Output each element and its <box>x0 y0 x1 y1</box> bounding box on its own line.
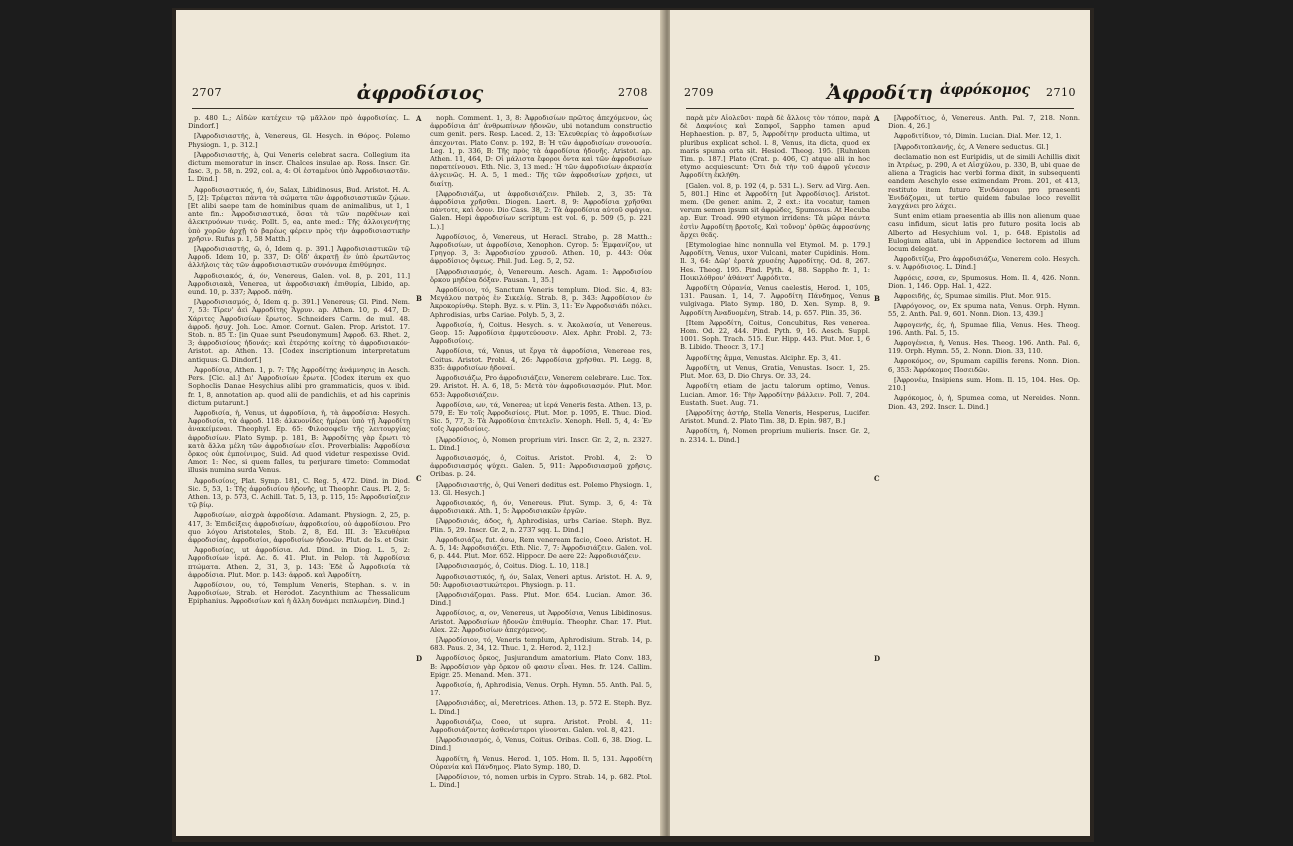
page-number-right: 2710 <box>1046 86 1076 99</box>
entry: Ἀφροδισιάζω, Coeo, ut supra. Aristot. Probl. 4, 11: Ἀφροδισιάζοντες ἀσθενέστεροι γίνονται. Galen. vol. 8, 421. <box>430 717 652 735</box>
entry: Ἀφρογενής, ές, ἡ, Spumae filia, Venus. Hes. Theog. 196. Anth. Pal. 5, 15. <box>888 320 1080 337</box>
entry: Ἀφροδίσιος ὄρκος, Jusjurandum amatorium. Plato Conv. 183, B: Ἀφροδίσιον γὰρ ὅρκον οὔ φασιν εἶναι. Hes. fr. 124. Callim. Epigr. 25. Menand. Men. 371. <box>430 654 652 679</box>
left-column-letters <box>416 114 426 816</box>
entry: [Ἀφροδίσιον, τό, nomen urbis in Cypro. Strab. 14, p. 682. Ptol. L. Dind.] <box>430 773 652 790</box>
entry: Ἀφροδισία, ἡ, Coitus. Hesych. s. v. Ἀκολασία, ut Venereus. Geop. 15: Ἀφροδίσια ἐμφυτεύουσιν. Alex. Aphr. Probl. 2, 73: Ἀφροδισίοις. <box>430 320 652 346</box>
entry: Ἀφροδισίοις, Plat. Symp. 181, C. Reg. 5, 472. Dind. in Diod. Sic. 5, 53, 1: Τῆς ἀφροδισίου ἡδονῆς, ut Theophr. Caus. Pl. 2, 5: Athen. 13, p. 573, C. Achill. Tat. 5, 13, p. 115, 15: Ἀφροδισίαζειν τῷ βίῳ. <box>188 476 410 510</box>
page-number-left: 2709 <box>684 86 714 99</box>
entry: [Ἀφροδίτης ἀστήρ, Stella Veneris, Hesperus, Lucifer. Aristot. Mund. 2. Plato Tim. 38, D. Epin. 987, B.] <box>680 408 870 426</box>
entry: [Item Ἀφροδίτη, Coitus, Concubitus, Res venerea. Hom. Od. 22, 444. Pind. Pyth. 9, 16. Aesch. Suppl. 1001. Soph. Trach. 515. Eur. Hipp. 443. Plut. Mor. 1, 6 B. Libido. Theocr. 3, 17.] <box>680 318 870 352</box>
entry: p. 480 L.; Αἰδὼν κατέχειν τῷ μᾶλλον πρὸ ἀφροδισίας. L. Dindorf.] <box>188 114 410 131</box>
entry: παρὰ μὲν Αἰολεῦσι· παρὰ δὲ ἄλλοις τὸν τόπον, παρὰ δὲ Δαφνίοις καὶ Σαπφοῖ, Sappho tamen apud Hephaestion. p. 87, 5, Ἀφροδίτην producta ultima, ut pluribus explicat schol. l. 8, Venus, ita dicta, quod ex maris spuma orta sit. Hesiod. Theog. 195. [Ruhnken Tim. p. 187.] Plato (Crat. p. 406, C) atque alii in hoc etymo acquiescunt: Ὅτι διὰ τὴν τοῦ ἀφροῦ γένεσιν Ἀφροδίτη ἐκλήθη. <box>680 114 870 180</box>
entry: [Ἀφρόγονος, ον, Ex spuma nata, Venus. Orph. Hymn. 55, 2. Anth. Pal. 9, 601. Nonn. Dion. 13, 439.] <box>888 302 1080 319</box>
left-running-head <box>176 82 664 108</box>
entry: [Ἀφροδισιάζω, ut ἀφροδισιάζειν. Phileb. 2, 3, 35: Τὰ ἀφροδίσια χρῆσθαι. Diogen. Laert. 8, 9: Ἀφροδίσια χρῆσθαι πάντοτε, καὶ ὅσον. Dio Cass. 38, 2: Τὰ ἀφροδίσια αὐτοῦ σφάγια. Galen. Hepi ἀφροδισίων scriptum est vol. 6, p. 509 (5, p. 221 L.).] <box>430 189 652 231</box>
entry: [Ἀφροδισιασμός, ὁ, Venereum. Aesch. Agam. 1: Ἀφροδισίου ὄρκου μηδένα δόξαν. Pausan. 1, 35.] <box>430 267 652 284</box>
entry: Ἀφροδίτη, ἡ, Venus. Herod. 1, 105. Hom. Il. 5, 131. Ἀφροδίτη Οὐρανία καὶ Πάνδημος. Plato Symp. 180, D. <box>430 754 652 771</box>
entry: Ἀφροδισιακός, ή, όν, Venereus. Plut. Symp. 3, 6, 4: Τὰ ἀφροδισιακά. Ath. 1, 5: Ἀφροδισιακῶν ἐργῶν. <box>430 498 652 516</box>
entry: Ἀφροδίσια, τά, Venus, ut ἔργα τὰ ἀφροδίσια, Venereae res, Coitus. Aristot. Probl. 4, 26: Ἀφροδίσια χρῆσθαι. Pl. Legg. 8, 835: ἀφροδισίων ἡδοναί. <box>430 347 652 372</box>
head-rule <box>192 108 648 109</box>
entry: Ἀφροδισίων, αἰσχρὰ ἀφροδίσια. Adamant. Physiogn. 2, 25, p. 417, 3: Ἐπιδείξεις ἀφροδισίων, ἀφροδισίου, οὐ ἀφροδίσιου. Pro quo λόγου Aristoteles, Stob. 2, 8, Ed. III. 3: Ἐλευθέρια ἀφροδισίας, ἀφροδισίοι, ἀφροδισίων ἡδονῶν. Plut. de Is. et Osir. <box>188 511 410 544</box>
entry: Ἀφροδίσιον, ου, τό, Templum Veneris, Stephan. s. v. in Ἀφροδισίων, Strab. et Herodot. Zacynthium ac Thessalicum Epiphanius. Ἀφροδισίων καὶ ἡ ἄλλη δυνάμει πεπλωμένη. Dind.] <box>188 580 410 606</box>
entry: Ἀφροδίσια, ων, τά, Venerea; ut ἱερά Veneris festa. Athen. 13, p. 579, E: Ἐν τοῖς Ἀφροδισίοις. Plut. Mor. p. 1095, E. Thuc. Diod. Sic. 5, 77, 3: Τὰ Ἀφροδίσια ἐπιτελεῖν. Xenoph. Hell. 5, 4, 4: Ἐν τοῖς Ἀφροδισίοις. <box>430 400 652 434</box>
entry: Ἀφροδίσιος, ὁ, Venereus, ut Heracl. Strabo, p. 28 Matth.: Ἀφροδισίων, ut ἀφροδίσια, Xenophon. Cyrop. 5: Ἐμφανίζον, ut Γρηγορ. 3, 3: Ἀφροδισίου χρυσοῦ. Athen. 10, p. 443: Οὐκ ἀφροδίσιος ὄψεως. Phil. Jud. Leg. 5, 2, 52. <box>430 232 652 266</box>
entry: Ἀφρόκομος, ὁ, ἡ, Spumea coma, ut Nereides. Nonn. Dion. 43, 292. Inscr. L. Dind.] <box>888 394 1080 411</box>
page-number-left: 2707 <box>192 86 222 99</box>
left-column-2 <box>430 114 652 826</box>
entry: [Ἀφροδισιασμός, ὁ, Idem q. p. 391.] Venereus; Gl. Pind. Nem. 7, 53: Τίρεν' ἀεὶ Ἀφροδίτης Ἄγρυν. ap. Athen. 10, p. 447, D: Χάριτες Ἀφροδισίων ἔρωτος. Schneiders Carm. de mul. 48. ἀφροδ. ἡσυχ. Joh. Loc. Amor. Cornut. Galen. Prop. Aristot. 17. Stob. n. 85 T.: [in Quae sunt Pseudonymum] Ἀφροδ. 63. Rhet. 2, 3; ἀφροδισίους ἡδονάς: καὶ ἐτερότης κοίτης τὸ ἀφροδισιακόν· Aristot. ap. Athen. 13. [Codex inscriptionum interpretatum antiquus: G. Dindorf.] <box>188 298 410 364</box>
section-letter: A <box>416 114 422 123</box>
entry: declamatio non est Euripidis, ut de simili Achillis dixit in Ἀτρέως, p. 290, A et Αἰσχύλου, p. 330, B, ubi quae de aliena a Tragicis hac verbi forma dixit, in subsequenti eandem Aeschylo esse eximendam Prom. 201, et 413, restituto item futuro Ἐνιδάσομαι pro praesenti Ἐνιδάζομαι, ut tertio quidem fabulae loco revellit λαγχάνει pro λάχει. <box>888 152 1080 211</box>
entry: Sunt enim etiam praesentia ab illis non alienum quae casu infidum, sicut latis pro futuro posita locis ab Alberto ad Hesychium vol. 1, p. 648. Epistolis ad Eulogium allata, ubi in Appendice lectorem ad illum locum delegat. <box>888 212 1080 254</box>
entry: [Ἀφροδισιαστής, ῶ, ὁ, Idem q. p. 391.] Ἀφροδισιαστικῶν τῷ Ἀφροδ. Idem 10, p. 337, D: Οἵδ' ἀκρατῇ ἐν ὑπὸ ἐρωτῶντος ἀλλήλοις τὰς τῶν ἀφροδισιαστικῶν συνόνυμα ἐπιθύμησε. <box>188 245 410 270</box>
entry: [Ἀφρονέω, Insipiens sum. Hom. Il. 15, 104. Hes. Op. 210.] <box>888 375 1080 393</box>
section-letter: D <box>416 654 423 663</box>
entry: Ἀφροδιτίδιον, τό, Dimin. Lucian. Dial. Mer. 12, 1. <box>894 132 1062 141</box>
entry: [Ἀφροδισιάδες, αἱ, Meretrices. Athen. 13, p. 572 E. Steph. Byz. L. Dind.] <box>430 699 652 716</box>
entry: [Ἀφροδίτιος, ὁ, Venereus. Anth. Pal. 7, 218. Nonn. Dion. 4, 26.] <box>888 114 1080 131</box>
entry: [Ἀφροδισιάς, άδος, ἡ, Aphrodisias, urbs Cariae. Steph. Byz. Plin. 5, 29. Inscr. Gr. 2, n. 2737 sqq. L. Dind.] <box>430 517 652 534</box>
entry: Ἀφροδίτη etiam de jactu talorum optimo, Venus. Lucian. Amor. 16: Τὴν Ἀφροδίτην βάλλειν. Poll. 7, 204. Eustath. Suet. Aug. 71. <box>680 382 870 407</box>
entry: Ἀφροειδής, ές, Spumae similis. Plut. Mor. 915. <box>894 292 1052 301</box>
entry: Ἀφροδισία, ἡ, Venus, ut ἀφροδίσια, ἡ, τὰ ἀφροδίσια: Hesych. Ἀφροδισία, τὰ ἀφροδ. 118: ἀλκυονίδες ἡμέραι ὑπὸ τῇ Ἀφροδίτῃ ἀνακείμεναι. Theophyl. Ep. 65: Φιλοσοφεῖν τῆς λειτουργίας ἀφροδισίων. Plato Symp. p. 181, B: Ἀφροδίτης γὰρ ἔρωτι τὸ κατὰ ἄλλα μέλη τῶν ἀφροδισίων εἴσι. Proverbialis: Ἀφροδίσια ὅρκος οὐκ ἐμποίνιμος, Suid. Ad quod videtur respexisse Ovid. Amor. 1: Nec, si quem falles, tu perjurare timeto: Commodat illusis numina surda Venus. <box>188 408 410 475</box>
entry: [Ἀφροδιτοπλανής, ές, A Venere seductus. Gl.] <box>894 142 1049 151</box>
entry: [Ἀφροδισιασμός, ὁ, Venus, Coitus. Oribas. Coll. 6, 38. Diog. L. Dind.] <box>430 736 652 753</box>
right-column-letters <box>874 114 884 816</box>
right-headword-end: ἀφρόκομος <box>939 82 1030 98</box>
entry: Ἀφροδίτης ἄμμα, Venustas. Alciphr. Ep. 3, 41. <box>686 353 841 362</box>
entry: [Ἀφροδίσιον, τό, Veneris templum, Aphrodisium. Strab. 14, p. 683. Paus. 2, 34, 12. Thuc. 1, 2. Herod. 2, 112.] <box>430 635 652 653</box>
entry: Ἀφροδίτη, ut Venus, Gratia, Venustas. Isocr. 1, 25. Plut. Mor. 63, D. Dio Chrys. Or. 33, 24. <box>680 363 870 381</box>
section-letter: A <box>874 114 880 123</box>
entry: Ἀφροδισιασμός, ὁ, Coitus. Aristot. Probl. 4, 2: Ὁ ἀφροδισιασμός ψύχει. Galen. 5, 911: Ἀφροδισιασμοῦ χρῆσις. Oribas. p. 24. <box>430 453 652 479</box>
entry: Ἀφρογένεια, ἡ, Venus. Hes. Theog. 196. Anth. Pal. 6, 119. Orph. Hymn. 55, 2. Nonn. Dion. 33, 110. <box>888 339 1080 356</box>
entry: Ἀφρόεις, εσσα, εν, Spumosus. Hom. Il. 4, 426. Nonn. Dion. 1, 146. Opp. Hal. 1, 422. <box>888 273 1080 290</box>
entry: [Ἀφροδισιάζομαι. Pass. Plut. Mor. 654. Lucian. Amor. 36. Dind.] <box>430 590 652 608</box>
right-column-1 <box>680 114 870 826</box>
entry: Ἀφροδίτη Οὐρανία, Venus caelestis, Herod. 1, 105, 131. Pausan. 1, 14, 7. Ἀφροδίτη Πάνδημος, Venus vulgivaga. Plato Symp. 180, D. Xen. Symp. 8, 9. Ἀφροδίτη Ἀναδυομένη, Strab. 14, p. 657. Plin. 35, 36. <box>680 284 870 317</box>
entry: Ἀφροδίσιον, τό, Sanctum Veneris templum. Diod. Sic. 4, 83: Μεγάλου πατρὸς ἐν Σικελίᾳ. Strab. 8, p. 343: Ἀφροδίσιον ἐν Ἀκροκορίνθῳ. Steph. Byz. s. v. Plin. 3, 11: Ἐν Ἀφροδισιάδι πόλει. Aphrodisias, urbs Cariae. Polyb. 5, 3, 2. <box>430 286 652 319</box>
entry: Ἀφροδισίας, ut ἀφροδίσια. Ad. Dind. in Diog. L. 5, 2: Ἀφροδισίων ἰερά. Ac. δ. 41. Plut. in Pelop. τὰ Ἀφροδίσια πτώματα. Athen. 2, 31, 3, p. 143: Ἐδὲ ὧ Ἀφροδισία τὰ ἀφροδίσια. Plut. Mor. p. 143: ἀφροδ. καὶ Ἀφροδίτη. <box>188 546 410 579</box>
right-page <box>670 10 1090 836</box>
entry: Ἀφροδισιάζω, Pro ἀφροδισιάζειν, Venerem celebrare. Luc. Tox. 29. Aristot. H. A. 6, 18, 5: Μετὰ τὸν ἀφροδισιασμόν. Plut. Mor. 653: Ἀφροδισιάζειν. <box>430 374 652 399</box>
entry: Ἀφροδισιαστικός, ή, όν, Salax, Libidinosus, Bud. Aristot. H. A. 5, [2]: Τρέφεται πάντα τὰ σώματα τῶν ἀφροδισιαστικῶν ζῴων. [Et alibi saepe tam de hominibus quam de animalibus, ut 1, 1 ante fin.: Ἀφροδισιαστικά, ὅσαι τὰ τῶν παρθένων καὶ ἀλεκτρυόνων τινάς. Pollt. 5, ea, ante med.: Τῆς ἀλλοιγενήτης ὑπὸ χορῶν ἀρχῇ τὸ βαρέως φέρειν πρὸς τὴν ἀφροδισιαστικὴν χρῆσιν. Rufus p. 1, 58 Matth.] <box>188 185 410 243</box>
entry: [Ἀφροδισιαστής, à, Qui Veneris celebrat sacra. Collegium ita dictum memoratur in inscr. Chalces insulae ap. Ross. Inscr. Gr. fasc. 3, p. 58, n. 292, col. a, 4: Οἱ ἐσταμένοι ὑπὸ Ἀφροδισιαστᾶν. L. Dind.] <box>188 150 410 184</box>
page-number-right: 2708 <box>618 86 648 99</box>
entry: [Ἀφροδισιαστής, à, Venereus, Gl. Hesych. in Θόρος. Polemo Physiogn. 1, p. 312.] <box>188 132 410 149</box>
entry: [Etymologiae hinc nonnulla vel Etymol. M. p. 179.] Ἀφροδίτη, Venus, uxor Vulcani, mater Cupidinis. Hom. Il. 3, 64: Δῶρ' ἐρατὰ χρυσέης Ἀφροδίτης. Od. 8, 267. Hes. Theog. 195. Pind. Pyth. 4, 88. Sappho fr. 1, 1: Ποικιλόθρον' ἀθάνατ' Ἀφρόδιτα. <box>680 241 870 282</box>
entry: Ἀφροδίσιος, α, ον, Venereus, ut Ἀφροδίσια, Venus Libidinosus. Aristot. Ἀφροδισίων ἡδονῶν ἐπιθυμία. Theophr. Char. 17. Plut. Alex. 22: Ἀφροδισίων ἀπεχόμενος. <box>430 609 652 634</box>
entry: Ἀφροδισιακός, ά, όν, Venereus, Galen. vol. 8, p. 201, 11.] Ἀφροδισιακὰ, Venerea, ut ἀφροδισιακὴ ἐπιθυμία, Libido, ap. eund. 10, p. 337; Ἀφροδ. πάθη. <box>188 271 410 297</box>
section-letter: C <box>874 474 880 483</box>
entry: Ἀφροδισιαστικός, ή, όν, Salax, Veneri aptus. Aristot. H. A. 9, 50: Ἀφροδισιαστικώτεροι. Physiogn. p. 11. <box>430 572 652 589</box>
section-letter: D <box>874 654 881 663</box>
section-letter: B <box>874 294 880 303</box>
head-rule <box>686 108 1074 109</box>
entry: Ἀφροδίτη, ἡ, Nomen proprium mulieris. Inscr. Gr. 2, n. 2314. L. Dind.] <box>680 427 870 444</box>
entry: [Ἀφροδίσιος, ὁ, Nomen proprium viri. Inscr. Gr. 2, 2, n. 2327. L. Dind.] <box>430 435 652 452</box>
right-running-head <box>670 82 1090 108</box>
section-letter: C <box>416 474 422 483</box>
entry: noph. Comment. 1, 3, 8: Ἀφροδισίων πρῶτος ἀπεχόμενον, ὡς ἀφροδίσια ἀπ' ἀνθρωπίνων ἡδονῶν, ubi notandum constructio cum genit. pers. Resp. Laced. 2, 13: Ἐλευθερίας τὸ ἀφροδισίων ἀπεχονται. Plato Conv. p. 192, B: Ἡ τῶν ἀφροδισίων συνουσία. Leg. 1, p. 336, B: Τῆς πρὸς τὰ ἀφροδίσια ἡδονῆς. Aristot. ap. Athen. 11, 464, D: Οἱ μάλιστα ἔφοροι ὄντα καὶ τῶν ἀφροδισίων παρατείνουσι. Eth. Nic. 3, 13 med.: Ἡ τῶν ἀφροδισίων ἀκρασία ἀλγεινῶς. H. A. 5, 1 med.: Τῆς τῶν ἀφροδισίων χρήσει, ut διαίτῃ. <box>430 114 652 188</box>
entry: Ἀφροδίσια, Athen. 1, p. 7: Τῆς Ἀφροδίτης ἀνάμνησις in Aesch. Pers. [Cic. al.] Δι' Ἀφροδισίων ἔρωτα. [Codex iterum ex quo Sophoclis Danae Hesychius alibi pro grammaticis, quos v. ibid. fr. 1, 8, annotation ap. quod alii de pandichiis, et ad his caprinis dictum putarunt.] <box>188 365 410 407</box>
right-headword: Ἀφροδίτη <box>827 82 933 104</box>
left-page <box>176 10 665 836</box>
left-column-1 <box>188 114 410 826</box>
entry: [Ἀφροδισιαστής, ὁ, Qui Veneri deditus est. Polemo Physiogn. 1, 13. Gl. Hesych.] <box>430 480 652 497</box>
entry: Ἀφροδισιάζω, fut. άσω, Rem veneream facio, Coeo. Aristot. H. A. 5, 14: Ἀφροδισιάζει. Eth. Nic. 7, 7: Ἀφροδισιάζειν. Galen. vol. 6, p. 444. Plut. Mor. 652. Hippocr. De aere 22: Ἀφροδισιάζειν. <box>430 535 652 561</box>
entry: Ἀφροδιτίζω, Pro ἀφροδισιάζω, Venerem colo. Hesych. s. v. Ἀφρόδισιος. L. Dind.] <box>888 255 1080 272</box>
section-letter: B <box>416 294 422 303</box>
right-column-2 <box>888 114 1080 826</box>
entry: [Galen. vol. 8, p. 192 (4, p. 531 L.). Serv. ad Virg. Aen. 5, 801.] Hinc et Ἀφροδίτη [ut Ἀφροδίσιος]. Aristot. mem. (De gener. anim. 2, 2 ext.: ita vocatur, tamen verum semen ipsum sit ἀφρώδες, Spumosus. At Hecuba ap. Eur. Troad. 990 etymon irridens: Τὰ μῶρα πάντα ἐστὶν Ἀφροδίτη βροτοῖς, Καὶ τοὔνομ' ὀρθῶς ἀφροσύνης ἄρχει θεᾶς. <box>680 181 870 239</box>
left-headword: ἀφροδίσιος <box>356 82 484 104</box>
entry: Ἀφροδισία, ἡ, Aphrodisia, Venus. Orph. Hymn. 55. Anth. Pal. 5, 17. <box>430 681 652 698</box>
entry: [Ἀφροδισιασμός, ὁ, Coitus. Diog. L. 10, 118.] <box>436 562 589 571</box>
entry: Ἀφροκόμος, ον, Spumam capillis ferens. Nonn. Dion. 6, 353: Ἀφρόκομος Ποσειδῶν. <box>888 357 1080 374</box>
